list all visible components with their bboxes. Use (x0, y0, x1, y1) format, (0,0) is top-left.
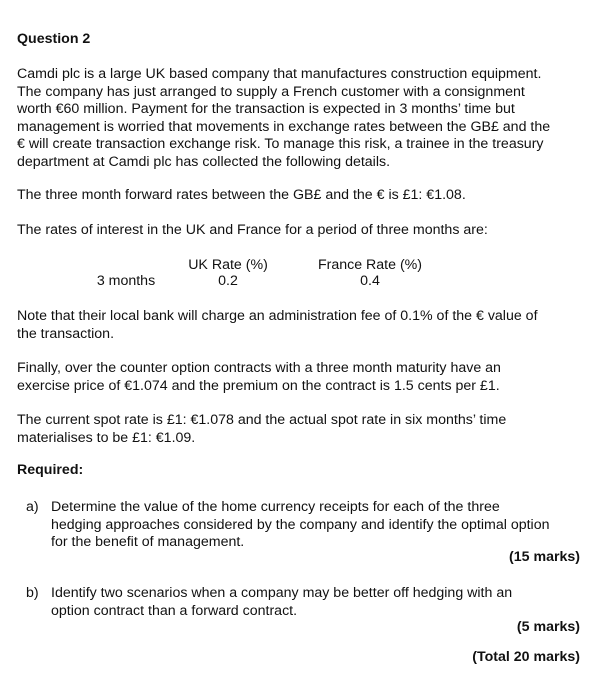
note-line: Note that their local bank will charge an administration fee of 0.1% of the € value of (17, 308, 538, 324)
intro-paragraph (17, 66, 595, 171)
part-b-marks: (5 marks) (516, 619, 580, 635)
forward-rate-text: The three month forward rates between the GB£ and the € is £1: €1.08. (17, 187, 466, 203)
part-b-label: b) (26, 585, 39, 601)
part-a-label: a) (26, 499, 39, 515)
part-a-text (51, 499, 591, 552)
spot-line: materialises to be £1: €1.09. (17, 429, 196, 446)
part-b-text (51, 585, 591, 620)
part-a-marks: (15 marks) (509, 549, 580, 565)
col-header-uk: UK Rate (%) (188, 257, 268, 273)
options-paragraph (17, 360, 595, 395)
interest-intro-text: The rates of interest in the UK and France for a period of three months are: (17, 222, 488, 238)
part-a-line: for the benefit of management. (51, 534, 245, 550)
intro-line: € will create transaction exchange risk. To manage this risk, a trainee in the treasury (17, 136, 544, 152)
intro-line: Camdi plc is a large UK based company that manufactures construction equipment. (17, 66, 542, 82)
part-b-line: option contract than a forward contract. (51, 602, 298, 619)
row-label-3-months: 3 months (96, 273, 156, 289)
options-line: exercise price of €1.074 and the premium on the contract is 1.5 cents per £1. (17, 377, 500, 394)
note-line: the transaction. (17, 325, 115, 342)
options-line: Finally, over the counter option contracts with a three month maturity have an (17, 360, 501, 376)
total-marks: (Total 20 marks) (472, 649, 580, 665)
spot-rate-paragraph (17, 412, 595, 447)
intro-line: The company has just arranged to supply a French customer with a consignment (17, 83, 525, 100)
intro-line: management is worried that movements in exchange rates between the GB£ and the (17, 118, 551, 135)
question-heading: Question 2 (17, 31, 91, 47)
part-a-line: hedging approaches considered by the company and identify the optimal option (51, 516, 550, 533)
france-rate-value: 0.4 (360, 273, 380, 289)
col-header-france: France Rate (%) (317, 257, 423, 273)
intro-line: worth €60 million. Payment for the transaction is expected in 3 months’ time but (17, 101, 515, 117)
admin-fee-note (17, 308, 595, 343)
spot-line: The current spot rate is £1: €1.078 and the actual spot rate in six months’ time (17, 412, 507, 428)
intro-line: department at Camdi plc has collected the following details. (17, 153, 391, 170)
part-b-line: Identify two scenarios when a company may be better off hedging with an (51, 585, 513, 601)
uk-rate-value: 0.2 (218, 273, 238, 289)
part-a-line: Determine the value of the home currency receipts for each of the three (51, 499, 500, 515)
required-heading: Required: (17, 462, 84, 478)
